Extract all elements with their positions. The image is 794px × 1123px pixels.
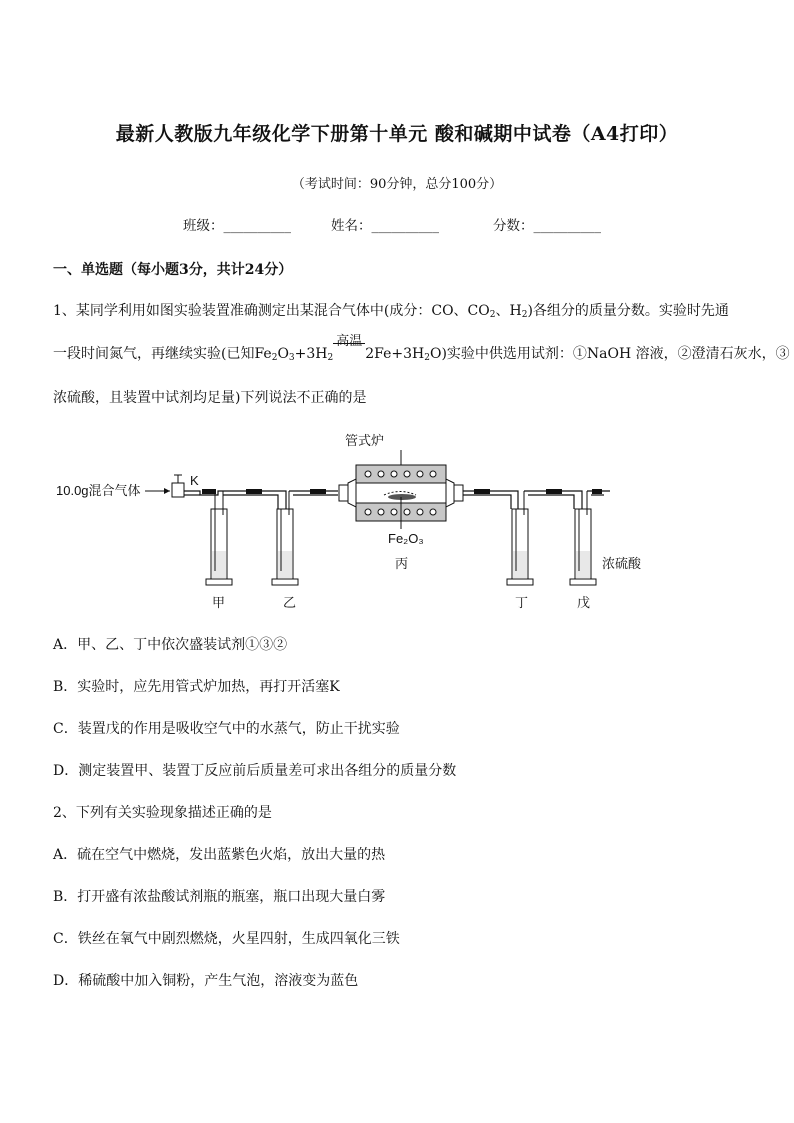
hose-clip-1 (202, 489, 216, 494)
hose-clip-5 (546, 489, 562, 494)
q2-option-a: A．硫在空气中燃烧，发出蓝紫色火焰，放出大量的热 (53, 847, 386, 863)
hose-clip-3 (310, 489, 326, 494)
q1-option-d: D．测定装置甲、装置丁反应前后质量差可求出各组分的质量分数 (53, 763, 457, 779)
class-field: 班级：__________ (183, 218, 291, 234)
q1-option-a: A．甲、乙、丁中依次盛装试剂①③② (53, 637, 288, 653)
q2-option-b: B．打开盛有浓盐酸试剂瓶的瓶塞，瓶口出现大量白雾 (53, 889, 386, 905)
q1-option-c: C．装置戊的作用是吸收空气中的水蒸气，防止干扰实验 (53, 721, 400, 737)
hose-clip-4 (474, 489, 490, 494)
bottle-yi (272, 491, 298, 585)
q2-option-d: D．稀硫酸中加入铜粉，产生气泡，溶液变为蓝色 (53, 973, 359, 989)
gas-inlet-label: 10.0g混合气体 (56, 483, 141, 498)
reaction-condition: 高温 (333, 344, 365, 358)
label-yi: 乙 (283, 595, 297, 610)
inlet-arrowhead (164, 488, 170, 494)
q2-stem: 2、下列有关实验现象描述正确的是 (53, 805, 272, 821)
q1-option-b: B．实验时，应先用管式炉加热，再打开活塞K (53, 679, 340, 695)
section-heading: 一、单选题（每小题3分，共计24分） (53, 262, 293, 278)
conc-acid-label: 浓硫酸 (602, 556, 642, 571)
label-jia: 甲 (212, 595, 226, 610)
furnace-label: 管式炉 (345, 433, 385, 448)
q2-option-c: C．铁丝在氧气中剧烈燃烧，火星四射，生成四氧化三铁 (53, 931, 400, 947)
score-field: 分数：__________ (493, 218, 601, 234)
label-ding: 丁 (515, 595, 529, 610)
hose-clip-2 (246, 489, 262, 494)
reagent-label: Fe₂O₃ (388, 531, 424, 546)
page-title: 最新人教版九年级化学下册第十单元 酸和碱期中试卷（A4打印） (115, 123, 679, 145)
name-field: 姓名：__________ (331, 218, 439, 234)
label-bing: 丙 (395, 556, 409, 571)
valve-k (172, 483, 184, 497)
bottle-jia (206, 491, 232, 585)
q1-stem-line1: 1、某同学利用如图实验装置准确测定出某混合气体中(成分：CO、$CO_2$、$H_2$)各组分的质量分数。实验时先通 (53, 303, 729, 320)
label-wu: 戊 (577, 595, 591, 610)
q1-stem-line2: 一段时间氮气，再继续实验(已知$Fe_2O_3+3H_2$ 高温 $2Fe+3H_2O$)实验中供选用试剂：①NaOH 溶液，②澄清石灰水，③ (53, 334, 790, 363)
apparatus-diagram (52, 425, 652, 615)
q1-stem-line3: 浓硫酸，且装置中试剂均足量)下列说法不正确的是 (53, 390, 367, 406)
exam-time-note: （考试时间：90分钟，总分100分） (291, 177, 503, 192)
valve-k-label: K (190, 473, 199, 488)
